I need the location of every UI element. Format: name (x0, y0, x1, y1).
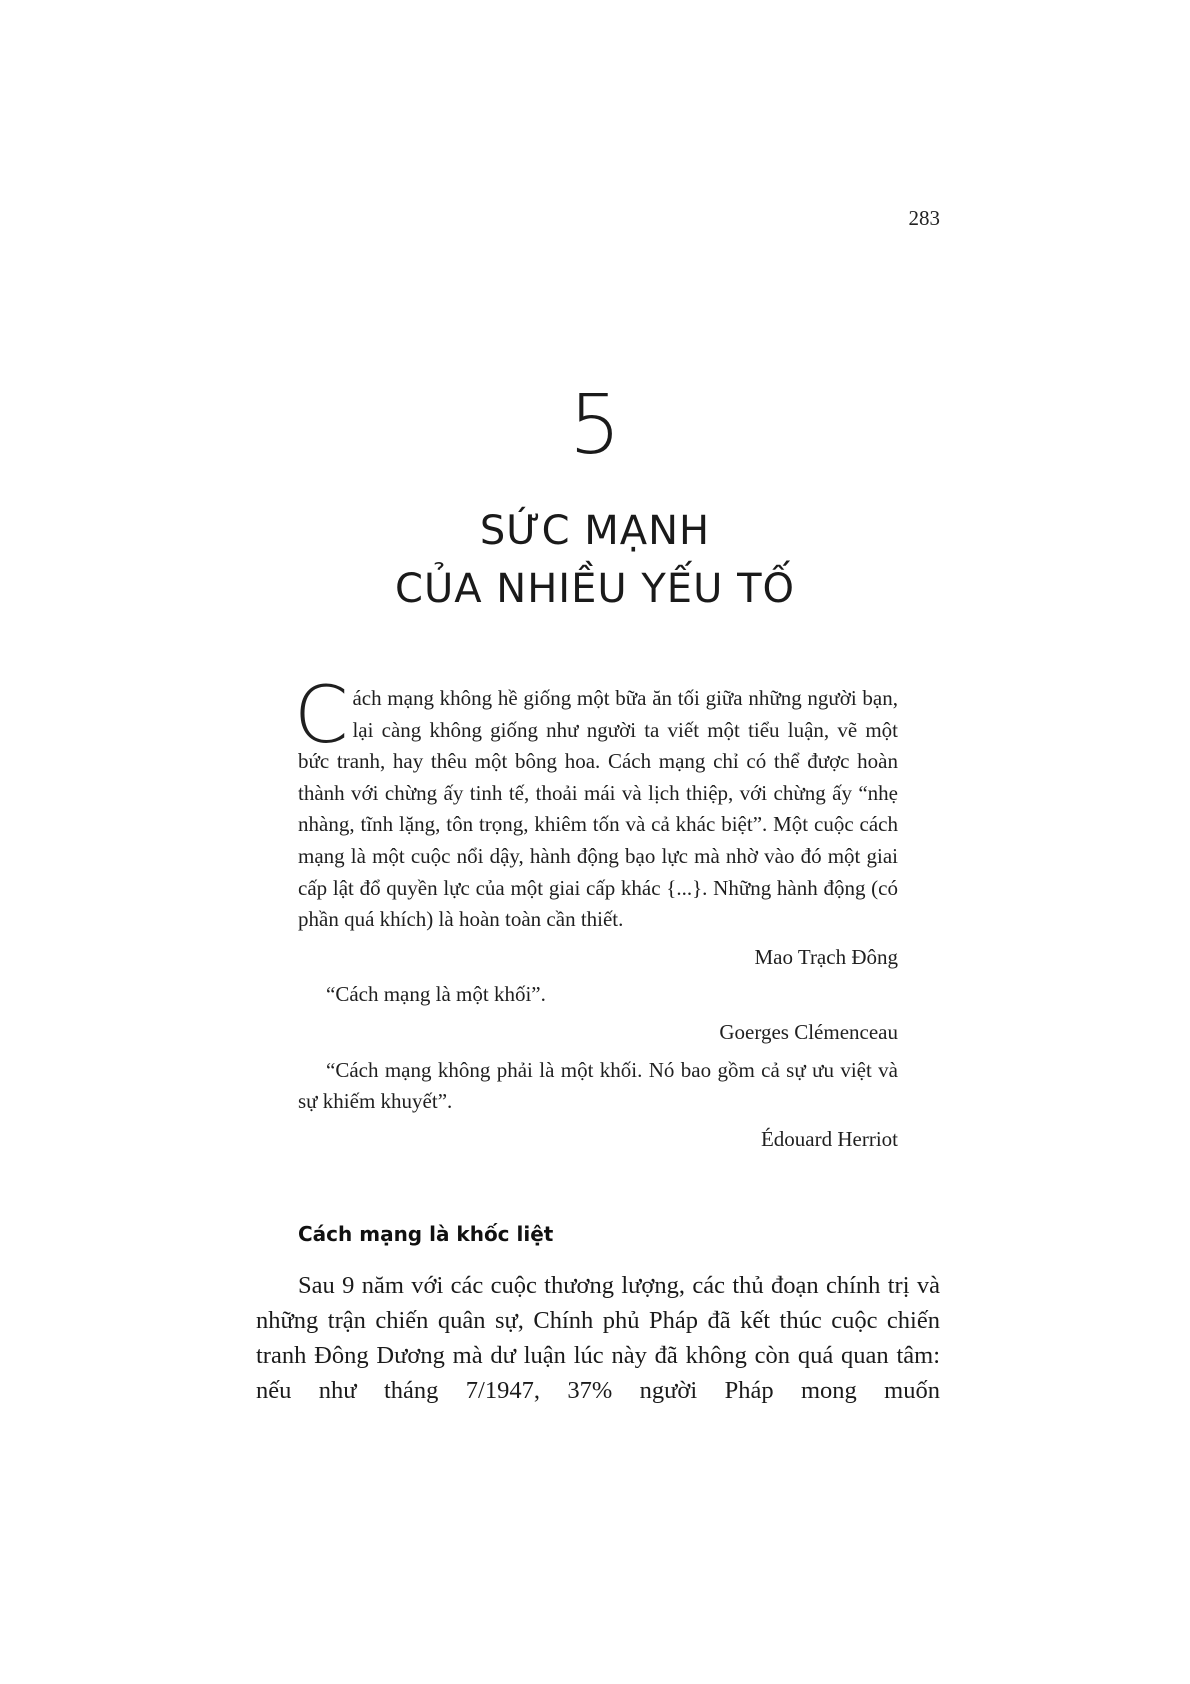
epigraph-quote-herriot: “Cách mạng không phải là một khối. Nó bao gồm cả sự ưu việt và sự khiếm khuyết”. (298, 1057, 898, 1114)
epigraph-quote-mao-text: ách mạng không hề giống một bữa ăn tối giữa những người bạn, lại càng không giống như người ta viết một tiểu luận, vẽ một bức tranh, hay thêu một bông hoa. Cách mạng chỉ có thể được hoàn thành với chừng ấy tinh tế, thoải mái và lịch thiệp, với chừng ấy “nhẹ nhàng, tĩnh lặng, tôn trọng, khiêm tốn và cả khác biệt”. Một cuộc cách mạng là một cuộc nổi dậy, hành động bạo lực mà nhờ vào đó một giai cấp lật đổ quyền lực của một giai cấp khác {...}. Những hành động (có phần quá khích) là hoàn toàn cần thiết. (298, 686, 898, 932)
epigraph-author-mao: Mao Trạch Đông (754, 944, 898, 969)
epigraph (294, 671, 898, 1161)
body-paragraph: Sau 9 năm với các cuộc thương lượng, các thủ đoạn chính trị và những trận chiến quân sự, Chính phủ Pháp đã kết thúc cuộc chiến tranh Đông Dương mà dư luận lúc này đã không còn quá quan tâm: nếu như tháng 7/1947, 37% người Pháp mong muốn (256, 1272, 940, 1404)
section-heading: Cách mạng là khốc liệt (298, 1222, 554, 1246)
chapter-number: 5 (568, 378, 622, 473)
epigraph-author-clemenceau: Goerges Clémenceau (719, 1019, 898, 1044)
page-number: 283 (908, 206, 940, 230)
epigraph-quote-clemenceau: “Cách mạng là một khối”. (326, 982, 546, 1007)
epigraph-author-herriot: Édouard Herriot (760, 1126, 898, 1151)
drop-cap: C (294, 671, 349, 761)
chapter-title (0, 502, 1190, 618)
chapter-title-line-1: SỨC MẠNH (479, 508, 711, 554)
chapter-title-line-2: CỦA NHIỀU YẾU TỐ (395, 566, 795, 612)
epigraph-quote-mao (294, 671, 898, 936)
